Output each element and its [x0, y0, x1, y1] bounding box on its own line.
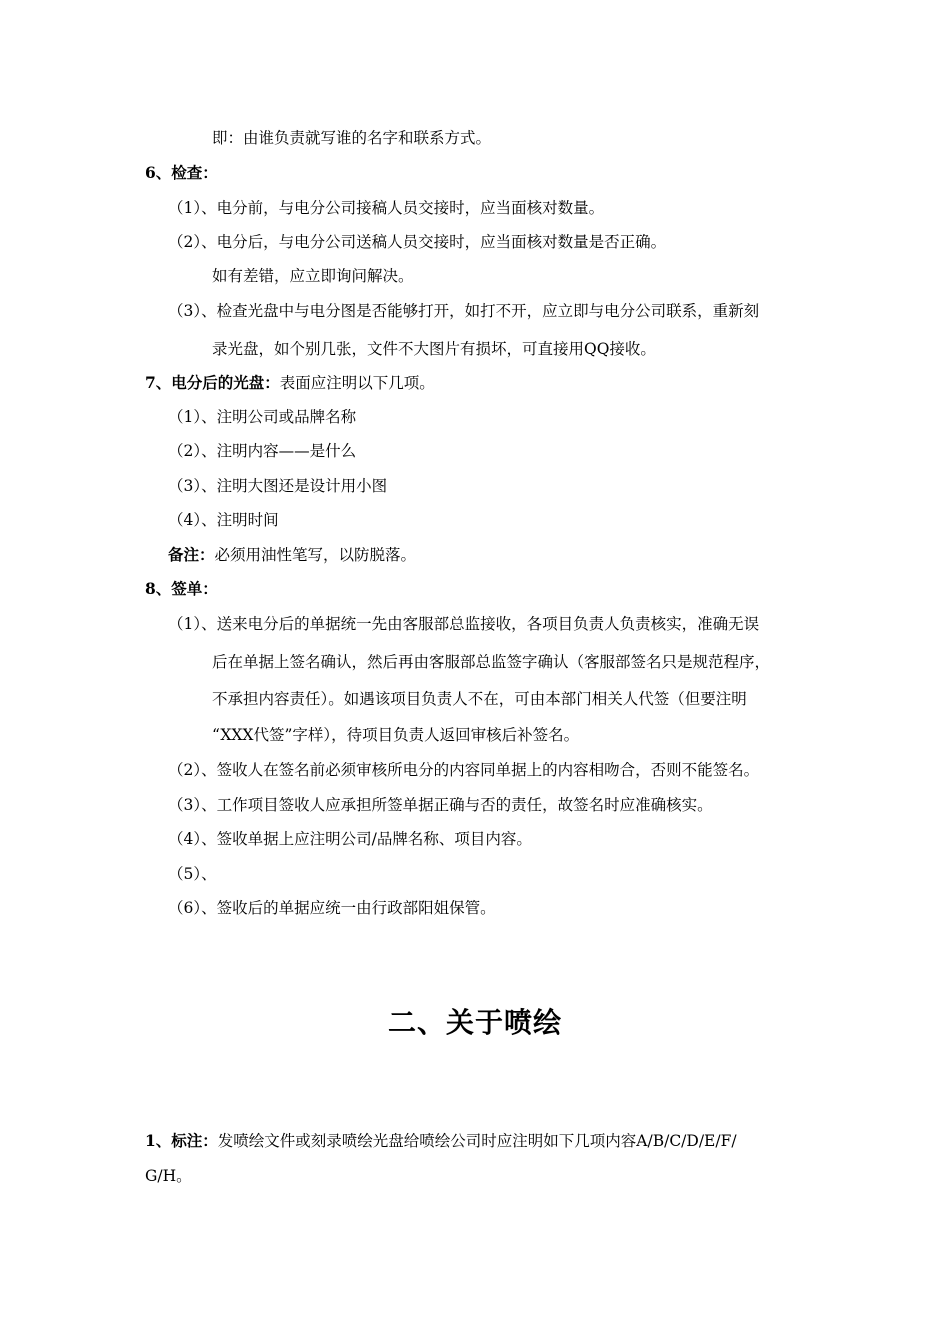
item-1-label: 1、标注： [145, 1131, 218, 1150]
section-7-item-1: （1）、注明公司或品牌名称 [168, 408, 357, 426]
section-8-item-1-cont-2: 不承担内容责任）。如遇该项目负责人不在，可由本部门相关人代签（但要注明 [212, 690, 747, 708]
section-8-item-1-cont-3: “XXX代签”字样），待项目负责人返回审核后补签名。 [212, 726, 580, 744]
section-8-heading: 8、签单： [145, 579, 218, 598]
section-6-item-3-cont: 录光盘，如个别几张，文件不大图片有损坏，可直接用QQ接收。 [212, 340, 656, 358]
section-7-item-4: （4）、注明时间 [168, 511, 279, 529]
section-6-item-2-cont: 如有差错，应立即询问解决。 [212, 267, 414, 285]
section-8-item-1: （1）、送来电分后的单据统一先由客服部总监接收，各项目负责人负责核实，准确无误 [168, 615, 760, 633]
section-8-item-2: （2）、签收人在签名前必须审核所电分的内容同单据上的内容相吻合，否则不能签名。 [168, 761, 760, 779]
section-6-heading: 6、检查： [145, 163, 218, 182]
intro-line: 即：由谁负责就写谁的名字和联系方式。 [212, 129, 492, 147]
section-7-heading-rest: 表面应注明以下几项。 [279, 374, 435, 392]
note-label: 备注： [168, 545, 215, 564]
note-text: 必须用油性笔写，以防脱落。 [214, 546, 417, 564]
section-2-item-1 [145, 1131, 737, 1151]
section-7-note [168, 545, 416, 565]
section-6-item-1: （1）、电分前，与电分公司接稿人员交接时，应当面核对数量。 [168, 199, 605, 217]
section-6-item-3: （3）、检查光盘中与电分图是否能够打开，如打不开，应立即与电分公司联系，重新刻 [168, 302, 760, 320]
section-8-item-3: （3）、工作项目签收人应承担所签单据正确与否的责任，故签名时应准确核实。 [168, 796, 713, 814]
item-1-text: 发喷绘文件或刻录喷绘光盘给喷绘公司时应注明如下几项内容A/B/C/D/E/F/ [217, 1132, 737, 1150]
section-7-heading: 7、电分后的光盘： [145, 373, 280, 392]
section-8-item-5: （5）、 [168, 865, 217, 883]
section-2-title: 二、关于喷绘 [387, 1006, 562, 1039]
section-2-item-1-cont: G/H。 [145, 1167, 192, 1185]
section-7-line [145, 373, 435, 393]
section-6-item-2: （2）、电分后，与电分公司送稿人员交接时，应当面核对数量是否正确。 [168, 233, 667, 251]
section-8-item-1-cont-1: 后在单据上签名确认，然后再由客服部总监签字确认（客服部签名只是规范程序， [212, 653, 771, 671]
section-8-item-6: （6）、签收后的单据应统一由行政部阳姐保管。 [168, 899, 496, 917]
section-8-item-4: （4）、签收单据上应注明公司/品牌名称、项目内容。 [168, 830, 532, 848]
section-7-item-3: （3）、注明大图还是设计用小图 [168, 477, 388, 495]
section-7-item-2: （2）、注明内容——是什么 [168, 442, 357, 460]
